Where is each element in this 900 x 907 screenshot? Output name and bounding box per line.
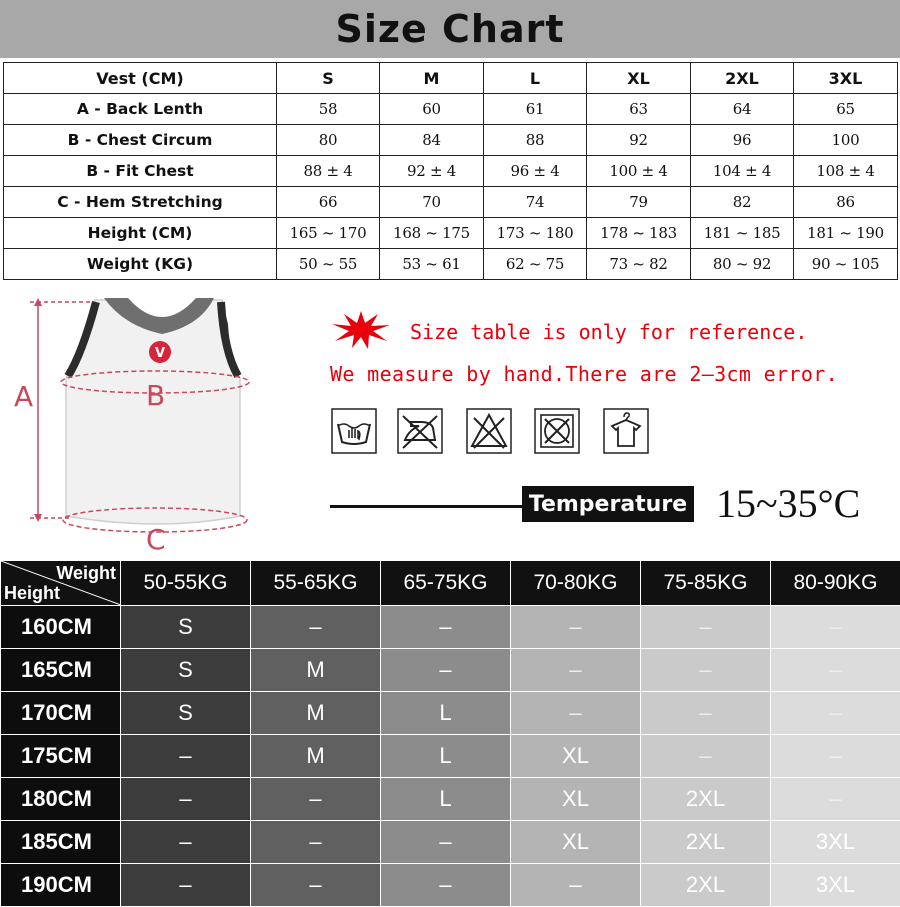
size-row-label: B - Chest Circum: [4, 125, 277, 156]
size-header-s: S: [277, 63, 380, 94]
size-cell: 108 ± 4: [794, 156, 898, 187]
fit-cell: L: [381, 735, 511, 778]
fit-cell: –: [511, 606, 641, 649]
size-cell: 96 ± 4: [484, 156, 587, 187]
weight-header: 55-65KG: [251, 561, 381, 606]
size-cell: 66: [277, 187, 380, 218]
size-row-height: [4, 218, 898, 249]
fit-cell: –: [511, 692, 641, 735]
vest-diagram: [0, 288, 300, 558]
temperature-label: Temperature: [522, 486, 694, 522]
fit-cell: –: [251, 606, 381, 649]
size-cell: 84: [380, 125, 484, 156]
size-row-weight: [4, 249, 898, 280]
fit-cell: –: [251, 778, 381, 821]
size-cell: 58: [277, 94, 380, 125]
weight-header: 80-90KG: [771, 561, 900, 606]
height-axis-label: Height: [4, 583, 60, 604]
dimension-c-label: C: [146, 523, 166, 556]
size-table-header: [4, 63, 898, 94]
size-table-corner: Vest (CM): [4, 63, 277, 94]
fit-cell: –: [381, 821, 511, 864]
fit-grid: [0, 560, 900, 907]
fit-cell: –: [121, 864, 251, 907]
fit-cell: S: [121, 649, 251, 692]
no-iron-icon: [397, 408, 443, 454]
size-row-label: B - Fit Chest: [4, 156, 277, 187]
height-header: 170CM: [1, 692, 121, 735]
fit-cell: –: [381, 606, 511, 649]
fit-cell: –: [641, 606, 771, 649]
size-row-label: Height (CM): [4, 218, 277, 249]
fit-cell: –: [771, 606, 900, 649]
size-cell: 74: [484, 187, 587, 218]
size-cell: 50 ~ 55: [277, 249, 380, 280]
size-row-hem-stretching: [4, 187, 898, 218]
weight-header: 50-55KG: [121, 561, 251, 606]
fit-row-185: [1, 821, 900, 864]
no-tumble-dry-icon: [534, 408, 580, 454]
size-header-3xl: 3XL: [794, 63, 898, 94]
fit-grid-header: [1, 561, 900, 606]
weight-header: 65-75KG: [381, 561, 511, 606]
size-cell: 70: [380, 187, 484, 218]
fit-grid-corner: [1, 561, 121, 606]
fit-cell: –: [381, 864, 511, 907]
fit-cell: –: [641, 692, 771, 735]
size-header-m: M: [380, 63, 484, 94]
fit-cell: 2XL: [641, 821, 771, 864]
reference-note: Size table is only for reference.: [410, 320, 807, 344]
size-row-fit-chest: [4, 156, 898, 187]
size-cell: 100 ± 4: [587, 156, 691, 187]
size-cell: 63: [587, 94, 691, 125]
size-header-l: L: [484, 63, 587, 94]
fit-cell: –: [121, 821, 251, 864]
fit-cell: –: [641, 735, 771, 778]
size-cell: 73 ~ 82: [587, 249, 691, 280]
height-header: 190CM: [1, 864, 121, 907]
size-row-label: A - Back Lenth: [4, 94, 277, 125]
fit-cell: XL: [511, 821, 641, 864]
fit-cell: 3XL: [771, 864, 900, 907]
fit-cell: –: [511, 649, 641, 692]
fit-cell: XL: [511, 735, 641, 778]
fit-cell: –: [381, 649, 511, 692]
size-row-label: C - Hem Stretching: [4, 187, 277, 218]
fit-row-170: [1, 692, 900, 735]
fit-cell: M: [251, 735, 381, 778]
title-bar: [0, 0, 900, 58]
weight-header: 70-80KG: [511, 561, 641, 606]
fit-cell: –: [251, 864, 381, 907]
size-cell: 92 ± 4: [380, 156, 484, 187]
weight-axis-label: Weight: [56, 563, 116, 584]
vest-illustration: [0, 288, 300, 558]
height-header: 165CM: [1, 649, 121, 692]
fit-cell: –: [771, 735, 900, 778]
fit-cell: 3XL: [771, 821, 900, 864]
size-header-2xl: 2XL: [691, 63, 794, 94]
fit-row-175: [1, 735, 900, 778]
dimension-b-label: B: [146, 379, 165, 412]
size-cell: 92: [587, 125, 691, 156]
fit-cell: M: [251, 649, 381, 692]
fit-row-160: [1, 606, 900, 649]
size-row-back-length: [4, 94, 898, 125]
fit-cell: 2XL: [641, 778, 771, 821]
size-cell: 65: [794, 94, 898, 125]
svg-text:V: V: [155, 346, 165, 361]
fit-cell: –: [511, 864, 641, 907]
size-cell: 104 ± 4: [691, 156, 794, 187]
size-cell: 60: [380, 94, 484, 125]
size-cell: 64: [691, 94, 794, 125]
size-cell: 88: [484, 125, 587, 156]
size-cell: 181 ~ 185: [691, 218, 794, 249]
size-cell: 80 ~ 92: [691, 249, 794, 280]
fit-cell: S: [121, 692, 251, 735]
fit-cell: –: [771, 649, 900, 692]
size-cell: 86: [794, 187, 898, 218]
size-cell: 165 ~ 170: [277, 218, 380, 249]
dimension-a-label: A: [14, 380, 33, 413]
page-title: Size Chart: [335, 7, 564, 51]
fit-cell: –: [641, 649, 771, 692]
fit-cell: –: [771, 692, 900, 735]
size-cell: 96: [691, 125, 794, 156]
size-cell: 80: [277, 125, 380, 156]
size-header-xl: XL: [587, 63, 691, 94]
size-cell: 100: [794, 125, 898, 156]
fit-cell: –: [771, 778, 900, 821]
fit-cell: L: [381, 778, 511, 821]
hand-wash-icon: [331, 408, 377, 454]
height-header: 175CM: [1, 735, 121, 778]
height-header: 180CM: [1, 778, 121, 821]
size-cell: 173 ~ 180: [484, 218, 587, 249]
size-table: [3, 62, 898, 280]
size-cell: 61: [484, 94, 587, 125]
fit-cell: 2XL: [641, 864, 771, 907]
fit-cell: –: [121, 778, 251, 821]
fit-cell: S: [121, 606, 251, 649]
height-header: 160CM: [1, 606, 121, 649]
weight-header: 75-85KG: [641, 561, 771, 606]
size-cell: 88 ± 4: [277, 156, 380, 187]
size-cell: 178 ~ 183: [587, 218, 691, 249]
temperature-line: [330, 505, 530, 508]
fit-cell: XL: [511, 778, 641, 821]
size-cell: 168 ~ 175: [380, 218, 484, 249]
size-cell: 53 ~ 61: [380, 249, 484, 280]
temperature-value: 15~35°C: [716, 480, 860, 527]
fit-cell: M: [251, 692, 381, 735]
size-cell: 181 ~ 190: [794, 218, 898, 249]
hang-dry-icon: [603, 408, 649, 454]
size-cell: 82: [691, 187, 794, 218]
fit-cell: –: [251, 821, 381, 864]
fit-row-165: [1, 649, 900, 692]
size-cell: 79: [587, 187, 691, 218]
fit-row-180: [1, 778, 900, 821]
fit-row-190: [1, 864, 900, 907]
size-row-label: Weight (KG): [4, 249, 277, 280]
fit-cell: –: [121, 735, 251, 778]
measure-error-note: We measure by hand.There are 2—3cm error.: [330, 362, 838, 386]
size-cell: 90 ~ 105: [794, 249, 898, 280]
star-burst-icon: [332, 311, 390, 349]
size-row-chest-circum: [4, 125, 898, 156]
fit-cell: L: [381, 692, 511, 735]
size-cell: 62 ~ 75: [484, 249, 587, 280]
height-header: 185CM: [1, 821, 121, 864]
no-bleach-icon: [466, 408, 512, 454]
